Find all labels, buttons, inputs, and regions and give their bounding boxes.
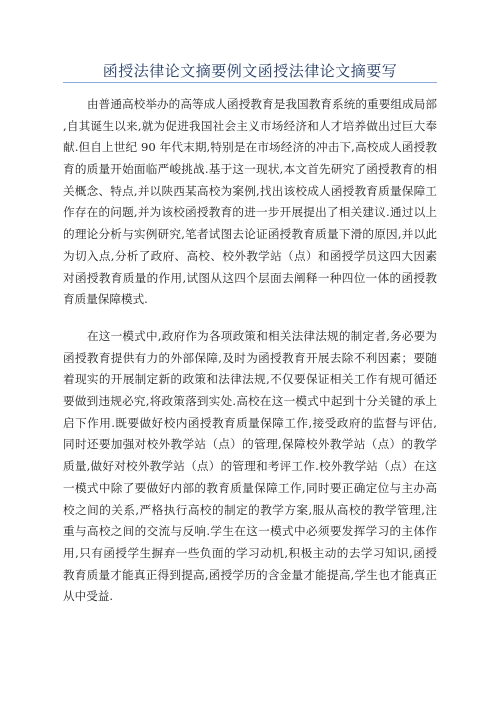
paragraph-line: 重与高校之间的交流与反响.学生在这一模式中必须要发挥学习的主体作 [63, 524, 437, 539]
paragraph-line: 关概念、特点,并以陕西某高校为案例,找出该校成人函授教育质量保障工 [63, 183, 437, 198]
paragraph-line: ,自其诞生以来,就为促进我国社会主义市场经济和人才培养做出过巨大奉 [63, 118, 437, 133]
paragraph-line: 育的质量开始面临严峻挑战.基于这一现状,本文首先研究了函授教育的相 [63, 162, 437, 177]
paragraph-line: 着现实的开展制定新的政策和法律法规,不仅要保证相关工作有规可循还 [63, 372, 437, 387]
document-title: 函授法律论文摘要例文函授法律论文摘要写 [102, 62, 398, 80]
paragraph-line: 献.但自上世纪 90 年代末期,特别是在市场经济的冲击下,高校成人函授教 [63, 140, 437, 155]
paragraph-line: 函授教育提供有力的外部保障,及时为函授教育开展去除不利因素；要随 [63, 350, 437, 365]
paragraph-line: 教育质量才能真正得到提高,函授学历的含金量才能提高,学生也才能真正 [63, 567, 437, 582]
paragraph-line: 对函授教育质量的作用,试图从这四个层面去阐释一种四位一体的函授教 [63, 270, 437, 285]
paragraph-1 [63, 94, 437, 311]
paragraph-line: 的理论分析与实例研究,笔者试图去论证函授教育质量下滑的原因,并以此 [63, 227, 437, 242]
title-underline [63, 82, 437, 83]
paragraph-line: 从中受益. [63, 589, 114, 604]
paragraph-line: 用,只有函授学生摒弃一些负面的学习动机,积极主动的去学习知识,函授 [63, 545, 437, 560]
paragraph-line: 启下作用.既要做好校内函授教育质量保障工作,接受政府的监督与评估, [63, 415, 437, 430]
paragraph-line: 一模式中除了要做好内部的教育质量保障工作,同时要正确定位与主办高 [63, 480, 437, 495]
paragraph-2 [63, 326, 437, 608]
paragraph-line: 作存在的问题,并为该校函授教育的进一步开展提出了相关建议.通过以上 [63, 205, 437, 220]
paragraph-line: 校之间的关系,严格执行高校的制定的教学方案,服从高校的教学管理,注 [63, 502, 437, 517]
paragraph-line: 同时还要加强对校外教学站（点）的管理,保障校外教学站（点）的教学 [63, 437, 437, 452]
paragraph-line: 在这一模式中,政府作为各项政策和相关法律法规的制定者,务必要为 [87, 329, 437, 343]
paragraph-line: 要做到违规必究,将政策落到实处.高校在这一模式中起到十分关键的承上 [63, 394, 437, 409]
paragraph-line: 质量,做好对校外教学站（点）的管理和考评工作.校外教学站（点）在这 [63, 459, 437, 474]
paragraph-line: 由普通高校举办的高等成人函授教育是我国教育系统的重要组成局部 [87, 97, 437, 111]
paragraph-line: 为切入点,分析了政府、高校、校外教学站（点）和函授学员这四大因素 [63, 248, 437, 263]
paragraph-line: 育质量保障模式. [63, 292, 148, 307]
